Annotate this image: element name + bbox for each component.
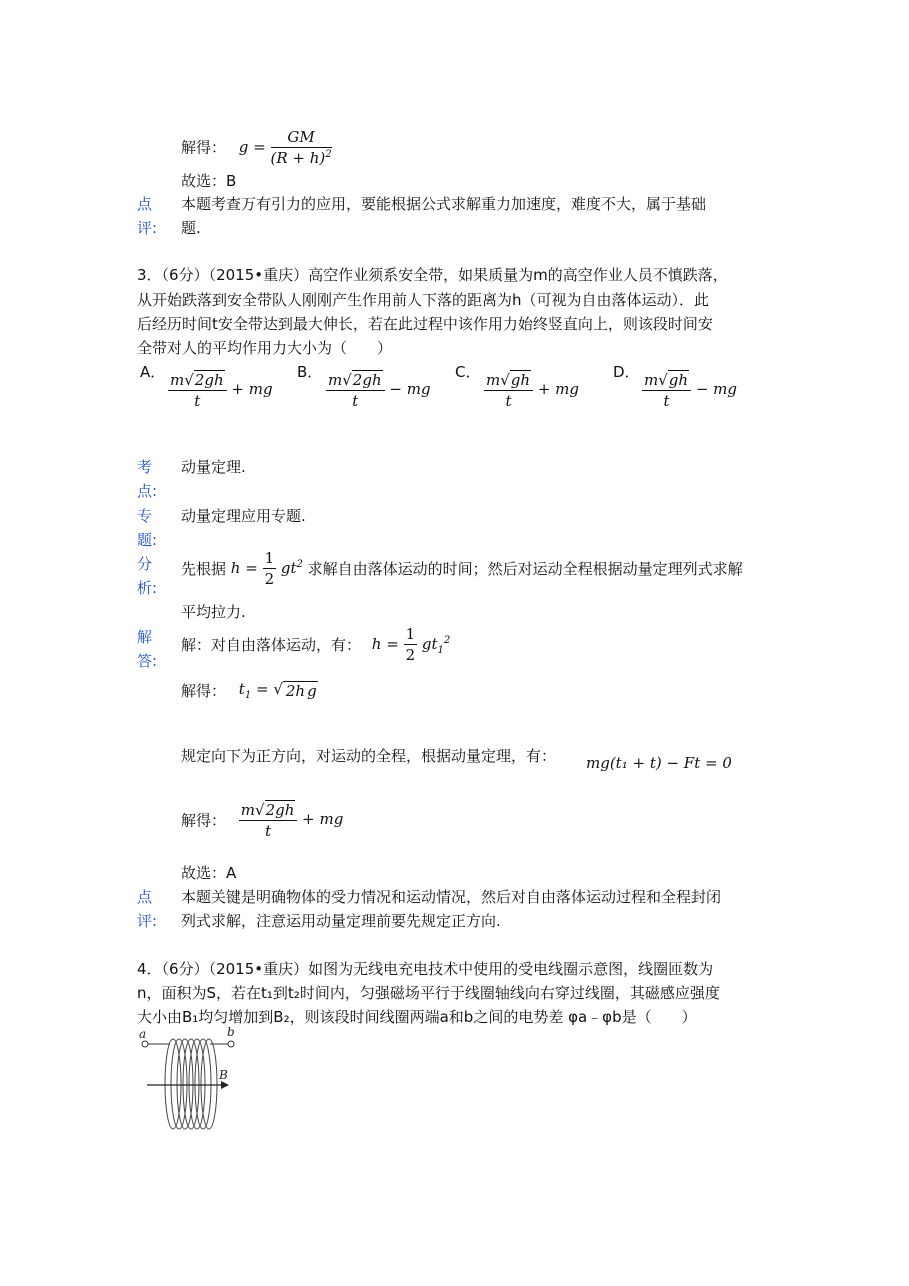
freefall-eq: h = $\frac{1}{2}$ $gt_1^2$ (371, 625, 451, 664)
zt-label-1: 专 (137, 507, 153, 525)
result-formula: $\frac{m√2gh}{t}$ + mg (240, 801, 344, 840)
label-a: a (139, 1027, 147, 1041)
fx-label-1: 分 (137, 555, 153, 573)
fx-line2: 平均拉力. (181, 603, 246, 621)
option-a[interactable] (140, 361, 165, 382)
fall-formula: h = $\frac{1}{2}$ $gt^2$ (230, 549, 303, 588)
prev-answer: 故选：B (181, 172, 237, 190)
q3-comment-line1: 本题关键是明确物体的受力情况和运动情况，然后对自由落体运动过程和全程封闭 (181, 888, 722, 906)
q3-stem-line2: 从开始跌落到安全带队人刚刚产生作用前人下落的距离为h（可视为自由落体运动）．此 (137, 291, 710, 309)
t1-formula: $t_1$ = √ 2h g (238, 680, 317, 701)
fx-post: 求解自由落体运动的时间；然后对运动全程根据动量定理列式求解 (307, 560, 743, 578)
option-d-letter: D． (613, 363, 640, 381)
q4-stem-line1: 4．（6分）（2015•重庆）如图为无线电充电技术中使用的受电线圈示意图，线圈匝数为 (137, 960, 714, 978)
jd-label-1: 解 (137, 628, 153, 646)
prev-comment-line1: 本题考查万有引力的应用，要能根据公式求解重力加速度，难度不大，属于基础 (181, 195, 707, 213)
terminal-a (142, 1041, 148, 1047)
prev-solve-label: 解得： (181, 138, 227, 157)
q3-stem-line3: 后经历时间t安全带达到最大伸长，若在此过程中该作用力始终竖直向上，则该段时间安 (137, 315, 713, 333)
kd-label-2: 点: (137, 482, 158, 500)
prev-comment-label-1: 点 (137, 195, 153, 213)
prev-solve-line (181, 128, 332, 167)
solve2-line: 解得： $\frac{m√2gh}{t}$ + mg (181, 801, 344, 840)
prev-comment-label-2: 评: (137, 219, 158, 237)
q3-comment-label-2: 评: (137, 912, 158, 930)
solve1-line: 解得： $t_1$ = √ 2h g (181, 680, 317, 701)
terminal-b (228, 1041, 234, 1047)
q3-stem-line1: 3．（6分）（2015•重庆）高空作业须系安全带，如果质量为m的高空作业人员不慎跌落， (137, 266, 728, 284)
option-a-formula: $\frac{m√2gh}{t}$ + mg (170, 371, 273, 410)
q3-stem-line4: 全带对人的平均作用力大小为（ ） (137, 339, 393, 357)
zt-text: 动量定理应用专题. (181, 507, 306, 525)
momentum-eq: mg(t₁ + t) − Ft = 0 (586, 754, 732, 772)
zt-label-2: 题: (137, 531, 158, 549)
fx-pre: 先根据 (181, 560, 227, 578)
option-b-letter: B． (297, 363, 323, 381)
q3-answer: 故选：A (181, 864, 237, 882)
option-b-formula: $\frac{m√2gh}{t}$ − mg (328, 371, 431, 410)
fx-label-2: 析: (137, 579, 158, 597)
gravity-formula: g = $\frac{GM}{(R + h)^2}$ (238, 128, 332, 167)
q3-comment-label-1: 点 (137, 888, 153, 906)
fx-line1 (181, 549, 743, 588)
q4-stem-line3: 大小由B₁均匀增加到B₂，则该段时间线圈两端a和b之间的电势差 φa﹣φb是（ ） (137, 1008, 697, 1026)
kd-label-1: 考 (137, 458, 153, 476)
q4-stem-line2: n，面积为S，若在t₁到t₂时间内，匀强磁场平行于线圈轴线向右穿过线圈，其磁感应强度 (137, 984, 720, 1002)
option-b[interactable] (297, 361, 322, 382)
option-d[interactable] (613, 361, 640, 382)
arrow-head-icon (221, 1081, 229, 1089)
option-c-letter: C． (455, 363, 481, 381)
option-a-letter: A． (140, 363, 166, 381)
coil-diagram (135, 1024, 245, 1136)
option-c[interactable] (455, 361, 480, 382)
rule-text: 规定向下为正方向，对运动的全程，根据动量定理，有： (181, 747, 557, 765)
label-b: b (227, 1025, 235, 1039)
jd-label-2: 答: (137, 652, 158, 670)
label-B: B (219, 1068, 228, 1082)
option-d-formula: $\frac{m√gh}{t}$ − mg (644, 371, 738, 410)
jd-line1: 解：对自由落体运动，有： h = $\frac{1}{2}$ $gt_1^2$ (181, 625, 451, 664)
prev-comment-line2: 题. (181, 219, 201, 237)
kd-text: 动量定理. (181, 458, 246, 476)
option-c-formula: $\frac{m√gh}{t}$ + mg (486, 371, 580, 410)
q3-comment-line2: 列式求解，注意运用动量定理前要先规定正方向. (181, 912, 501, 930)
